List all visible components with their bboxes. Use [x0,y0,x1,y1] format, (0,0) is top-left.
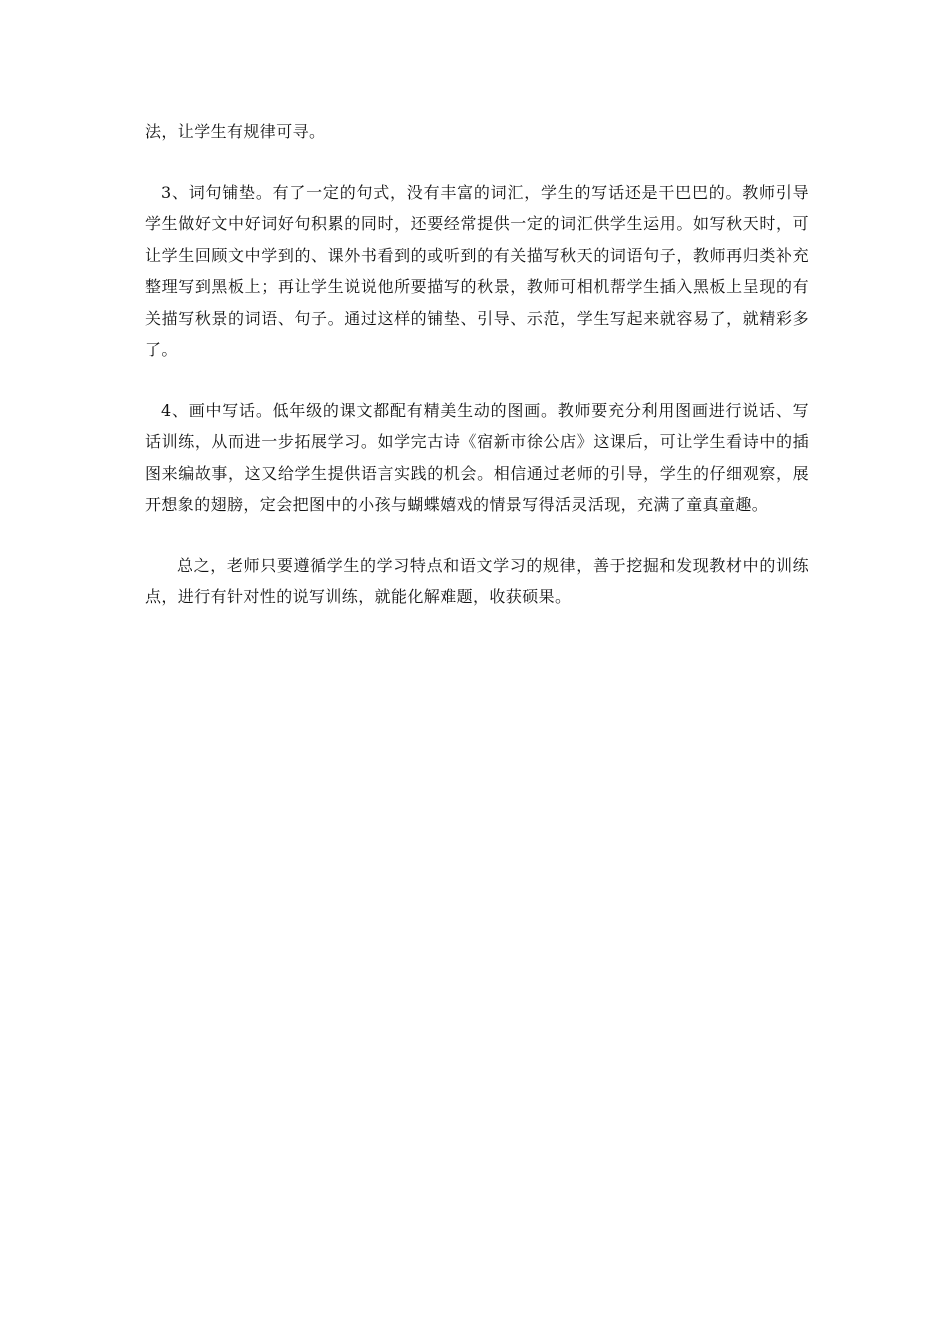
paragraph-continuation: 法，让学生有规律可寻。 [145,122,326,141]
document-page [145,116,809,613]
paragraph-item-4: 4、画中写话。低年级的课文都配有精美生动的图画。教师要充分利用图画进行说话、写话训练，从而进一步拓展学习。如学完古诗《宿新市徐公店》这课后，可让学生看诗中的插图来编故事，这又给学生提供语言实践的机会。相信通过老师的引导，学生的仔细观察，展开想象的翅膀，定会把图中的小孩与蝴蝶嬉戏的情景写得活灵活现，充满了童真童趣。 [145,400,809,514]
paragraph-summary: 总之，老师只要遵循学生的学习特点和语文学习的规律，善于挖掘和发现教材中的训练点，进行有针对性的说写训练，就能化解难题，收获硕果。 [145,555,809,606]
paragraph-item-3: 3、词句铺垫。有了一定的句式，没有丰富的词汇，学生的写话还是干巴巴的。教师引导学生做好文中好词好句积累的同时，还要经常提供一定的词汇供学生运用。如写秋天时，可让学生回顾文中学到的、课外书看到的或听到的有关描写秋天的词语句子，教师再归类补充整理写到黑板上；再让学生说说他所要描写的秋景，教师可相机帮学生插入黑板上呈现的有关描写秋景的词语、句子。通过这样的铺垫、引导、示范，学生写起来就容易了，就精彩多了。 [145,182,809,359]
